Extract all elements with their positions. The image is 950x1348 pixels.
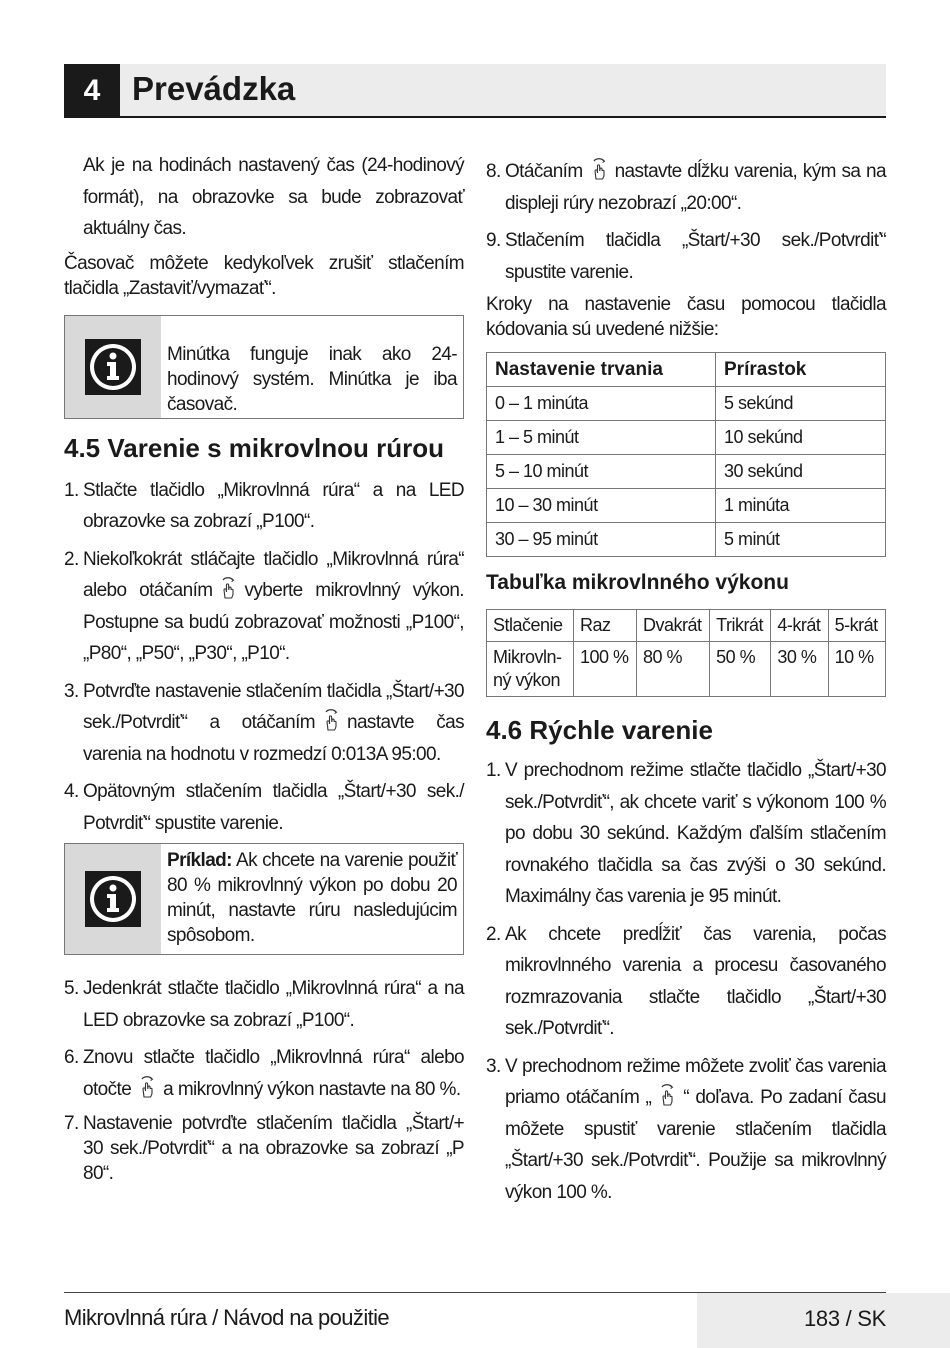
list-item: 4. Opätovným stlačením tlačidla „Štart/+30 sek./ Potvrdiť“ spustite varenie. [64, 781, 464, 834]
rotary-knob-icon [655, 1083, 679, 1107]
info-icon [85, 871, 141, 927]
chapter-number: 4 [64, 64, 120, 116]
info-note-2-text: Príklad: Ak chcete na varenie použiť 80 % mikrovlnný výkon po dobu 20 minút, nastavte rúru nasledujúcim spôsobom. [167, 850, 457, 946]
chapter-header [64, 64, 886, 118]
footer-title: Mikrovlnná rúra / Návod na použitie [64, 1305, 390, 1330]
list-item: 2. Niekoľkokrát stláčajte tlačidlo „Mikrovlnná rúra“ alebo otáčaním vyberte mikrovlnný výkon. Postupne sa budú zobrazovať možnosti „P100“, „P80“, „P50“, „P30“, „P10“. [64, 548, 464, 664]
rotary-knob-icon [319, 708, 343, 732]
list-item: 6. Znovu stlačte tlačidlo „Mikrovlnná rúra“ alebo otočte a mikrovlnný výkon nastavte na 80 %. [64, 1047, 464, 1100]
list-item: 9. Stlačením tlačidla „Štart/+30 sek./Potvrdiť“ spustite varenie. [486, 230, 886, 283]
list-item: 8. Otáčaním nastavte dĺžku varenia, kým sa na displeji rúry nezobrazí „20:00“. [486, 156, 886, 219]
table-intro: Kroky na nastavenie času pomocou tlačidla kódovania sú uvedené nižšie: [486, 294, 886, 340]
list-item: 1. V prechodnom režime stlačte tlačidlo „Štart/+30 sek./Potvrdiť“, ak chcete variť s výkonom 100 % po dobu 30 sekúnd. Každým ďalším stlačením rovnakého tlačidla sa čas zvýši o 30 sekúnd. Maximálny čas varenia je 95 minút. [486, 760, 886, 907]
table-row: 10 – 30 minút 1 minúta [487, 489, 886, 523]
list-item: 3. V prechodnom režime môžete zvoliť čas varenia priamo otáčaním „ “ doľava. Po zadaní času môžete spustiť varenie stlačením tlačidla „Štart/+30 sek./Potvrdiť“. Použije sa mikrovlnný výkon 100 %. [486, 1055, 886, 1203]
page-number: 183 / SK [804, 1306, 886, 1331]
table-row: 30 – 95 minút 5 minút [487, 523, 886, 557]
example-label: Príklad: [167, 850, 232, 871]
list-item: 3. Potvrďte nastavenie stlačením tlačidla „Štart/+30 sek./Potvrdiť“ a otáčaním nastavte čas varenia na hodnotu v rozmedzí 0:013A 95:00. [64, 680, 464, 765]
intro-paragraph-1: Ak je na hodinách nastavený čas (24-hodinový formát), na obrazovke sa bude zobrazovať aktuálny čas. [83, 155, 464, 239]
info-icon [85, 339, 141, 395]
info-icon-box [65, 316, 161, 418]
duration-table [486, 352, 886, 557]
list-item: 7. Nastavenie potvrďte stlačením tlačidla „Štart/+ 30 sek./Potvrdiť“ a na obrazovke sa zobrazí „P 80“. [64, 1113, 464, 1184]
list-item: 5. Jedenkrát stlačte tlačidlo „Mikrovlnná rúra“ a na LED obrazovke sa zobrazí „P100“. [64, 978, 464, 1031]
chapter-title: Prevádzka [132, 70, 296, 107]
list-item: 1. Stlačte tlačidlo „Mikrovlnná rúra“ a na LED obrazovke sa zobrazí „P100“. [64, 479, 464, 532]
info-note-1 [64, 315, 464, 419]
info-icon-box [65, 844, 161, 954]
rotary-knob-icon [216, 576, 240, 600]
power-table [486, 609, 886, 697]
table-row: 0 – 1 minúta 5 sekúnd [487, 387, 886, 421]
table-row: 1 – 5 minút 10 sekúnd [487, 421, 886, 455]
table-header-row: Stlačenie Raz Dvakrát Trikrát 4-krát 5-krát [487, 610, 886, 642]
table-row: Mikrovln-ný výkon 100 % 80 % 50 % 30 % 10 % [487, 642, 886, 697]
section-title-4-6: 4.6 Rýchle varenie [486, 715, 713, 745]
rotary-knob-icon [135, 1075, 159, 1099]
section-title-4-5: 4.5 Varenie s mikrovlnou rúrou [64, 432, 445, 463]
rotary-knob-icon [587, 157, 611, 181]
info-note-2 [64, 843, 464, 955]
quick-steps-list [486, 755, 886, 1208]
steps-list [64, 475, 464, 1187]
right-column [486, 156, 886, 1208]
intro-paragraph-2: Časovač môžete kedykoľvek zrušiť stlačením tlačidla „Zastaviť/vymazať“. [64, 252, 464, 299]
power-table-title: Tabuľka mikrovlnného výkonu [486, 571, 789, 594]
table-header-row: Nastavenie trvania Prírastok [487, 353, 886, 387]
table-row: 5 – 10 minút 30 sekúnd [487, 455, 886, 489]
list-item: 2. Ak chcete predĺžiť čas varenia, počas mikrovlnného varenia a procesu časovaného rozmrazovania stlačte tlačidlo „Štart/+30 sek./Potvrdiť“. [486, 923, 886, 1039]
info-note-1-text: Minútka funguje inak ako 24-hodinový systém. Minútka je iba časovač. [167, 343, 457, 415]
left-column [64, 150, 464, 1186]
footer-page-box [697, 1293, 950, 1348]
